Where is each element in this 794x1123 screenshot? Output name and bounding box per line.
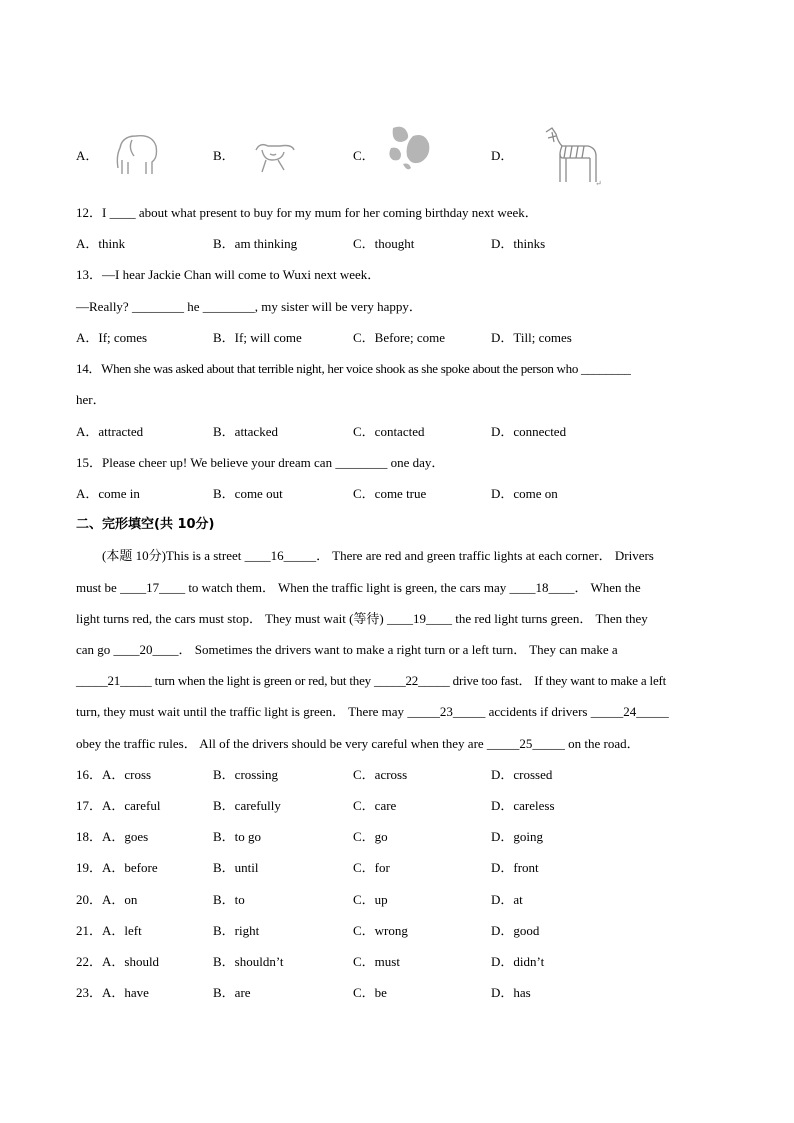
cloze-18-option-d[interactable]: D．going	[491, 829, 544, 844]
cloze-19-option-c[interactable]: C．for	[353, 860, 390, 875]
q12-stem	[76, 204, 538, 222]
passage-text: light turns red, the cars must stop． They must wait (等待)	[76, 611, 387, 626]
cloze-17-option-c[interactable]: C．care	[353, 798, 397, 813]
cloze-18-option-b[interactable]: B．to go	[213, 829, 262, 844]
map-icon	[385, 122, 435, 174]
q11-label-b: B．	[213, 148, 235, 163]
q13-option-b[interactable]: B．If; will come	[213, 330, 302, 345]
q15-option-d[interactable]: D．come on	[491, 486, 558, 501]
blank-17[interactable]: ____17____	[120, 580, 186, 595]
cloze-16-option-d[interactable]: D．crossed	[491, 767, 553, 782]
passage-text: must be	[76, 580, 121, 595]
cloze-23-option-a[interactable]: 23．A．have	[76, 985, 149, 1000]
bull-icon	[250, 136, 298, 180]
q15-text-end: one day．	[387, 455, 445, 470]
q13-option-c[interactable]: C．Before; come	[353, 330, 446, 345]
cloze-16-option-c[interactable]: C．across	[353, 767, 408, 782]
cloze-22-option-b[interactable]: B．shouldn’t	[213, 954, 284, 969]
cloze-18-option-c[interactable]: C．go	[353, 829, 388, 844]
zebra-icon	[540, 124, 604, 188]
q14-stem-end: her．	[76, 392, 106, 407]
passage-text: ． There are red and green traffic lights at each corner． Drivers	[316, 548, 654, 563]
passage-line-3	[76, 610, 648, 628]
cloze-20-option-d[interactable]: D．at	[491, 892, 523, 907]
passage-line-7	[76, 735, 640, 753]
cloze-17-option-a[interactable]: 17．A．careful	[76, 798, 161, 813]
section-heading: 二、完形填空(共 10分)	[76, 517, 215, 532]
passage-line-5	[76, 672, 666, 690]
elephant-icon	[112, 128, 162, 180]
q13-reply	[76, 298, 422, 316]
q11-label-c: C．	[353, 148, 375, 163]
blank-18[interactable]: ____18____	[509, 580, 575, 595]
blank-25[interactable]: _____25_____	[486, 736, 565, 751]
q15-option-c[interactable]: C．come true	[353, 486, 427, 501]
cloze-23-option-b[interactable]: B．are	[213, 985, 251, 1000]
cloze-22-option-d[interactable]: D．didn’t	[491, 954, 545, 969]
cloze-19-option-b[interactable]: B．until	[213, 860, 259, 875]
cloze-21-option-c[interactable]: C．wrong	[353, 923, 408, 938]
q14-stem	[76, 360, 631, 378]
q14-option-b[interactable]: B．attacked	[213, 424, 278, 439]
q13-reply-text: —Really?	[76, 299, 132, 314]
q14-text: 14．When she was asked about that terrible night, her voice shook as she spoke about the person who	[76, 361, 581, 376]
passage-line-6	[76, 703, 669, 721]
blank-24[interactable]: _____24_____	[590, 704, 669, 719]
q12-text-end: about what present to buy for my mum for her coming birthday next week．	[135, 205, 538, 220]
cloze-21-option-b[interactable]: B．right	[213, 923, 260, 938]
passage-text: on the road．	[564, 736, 640, 751]
passage-text: turn when the light is green or red, but they	[151, 673, 374, 688]
q14-option-d[interactable]: D．connected	[491, 424, 567, 439]
passage-text: can go	[76, 642, 114, 657]
q15-option-b[interactable]: B．come out	[213, 486, 283, 501]
passage-text: (本题 10分)This is a street	[102, 548, 245, 563]
cloze-22-option-a[interactable]: 22．A．should	[76, 954, 160, 969]
q13-blank-1[interactable]: ________	[131, 299, 184, 314]
blank-23[interactable]: _____23_____	[407, 704, 486, 719]
q15-blank[interactable]: ________	[335, 455, 388, 470]
blank-16[interactable]: ____16_____	[244, 548, 317, 563]
q14-blank[interactable]: ________	[580, 361, 631, 376]
q12-option-b[interactable]: B．am thinking	[213, 236, 298, 251]
passage-text: accidents if drivers	[485, 704, 591, 719]
cloze-20-option-a[interactable]: 20．A．on	[76, 892, 138, 907]
passage-text: the red light turns green． Then they	[452, 611, 648, 626]
q14-option-c[interactable]: C．contacted	[353, 424, 425, 439]
cloze-17-option-b[interactable]: B．carefully	[213, 798, 281, 813]
passage-line-4	[76, 641, 618, 659]
blank-21[interactable]: _____21_____	[76, 673, 152, 688]
q15-option-a[interactable]: A．come in	[76, 486, 140, 501]
q12-option-d[interactable]: D．thinks	[491, 236, 546, 251]
q15-text: 15．Please cheer up! We believe your dream can	[76, 455, 336, 470]
q12-text: 12．I	[76, 205, 110, 220]
q12-blank[interactable]: ____	[109, 205, 136, 220]
cloze-20-option-b[interactable]: B．to	[213, 892, 245, 907]
cloze-19-option-a[interactable]: 19．A．before	[76, 860, 158, 875]
blank-19[interactable]: ____19____	[387, 611, 452, 626]
q11-label-d: D．	[491, 148, 514, 163]
cloze-17-option-d[interactable]: D．careless	[491, 798, 555, 813]
cloze-21-option-a[interactable]: 21．A．left	[76, 923, 142, 938]
q12-option-a[interactable]: A．think	[76, 236, 126, 251]
cloze-23-option-d[interactable]: D．has	[491, 985, 531, 1000]
q15-stem	[76, 454, 444, 472]
q13-blank-2[interactable]: ________	[202, 299, 255, 314]
passage-text: turn, they must wait until the traffic light is green． There may	[76, 704, 408, 719]
blank-22[interactable]: _____22_____	[374, 673, 450, 688]
q11-label-a: A．	[76, 148, 99, 163]
passage-text: ． Sometimes the drivers want to make a right turn or a left turn． They can make a	[178, 642, 618, 657]
cloze-21-option-d[interactable]: D．good	[491, 923, 540, 938]
cloze-16-option-b[interactable]: B．crossing	[213, 767, 279, 782]
q13-option-d[interactable]: D．Till; comes	[491, 330, 572, 345]
q12-option-c[interactable]: C．thought	[353, 236, 415, 251]
cloze-22-option-c[interactable]: C．must	[353, 954, 400, 969]
passage-text: drive too fast． If they want to make a left	[449, 673, 667, 688]
svg-text:↵: ↵	[595, 179, 602, 188]
blank-20[interactable]: ____20____	[113, 642, 179, 657]
passage-text: to watch them． When the traffic light is green, the cars may	[185, 580, 510, 595]
q13-reply-mid: he	[183, 299, 203, 314]
cloze-19-option-d[interactable]: D．front	[491, 860, 539, 875]
cloze-23-option-c[interactable]: C．be	[353, 985, 387, 1000]
q13-stem: 13．—I hear Jackie Chan will come to Wuxi next week．	[76, 267, 381, 282]
q13-reply-end: , my sister will be very happy．	[254, 299, 422, 314]
passage-line-2	[76, 579, 641, 597]
q14-option-a[interactable]: A．attracted	[76, 424, 144, 439]
passage-line-1	[102, 547, 654, 565]
passage-text: ． When the	[574, 580, 641, 595]
cloze-20-option-c[interactable]: C．up	[353, 892, 388, 907]
q13-option-a[interactable]: A．If; comes	[76, 330, 148, 345]
passage-text: obey the traffic rules． All of the drivers should be very careful when they are	[76, 736, 487, 751]
cloze-18-option-a[interactable]: 18．A．goes	[76, 829, 149, 844]
cloze-16-option-a[interactable]: 16．A．cross	[76, 767, 152, 782]
